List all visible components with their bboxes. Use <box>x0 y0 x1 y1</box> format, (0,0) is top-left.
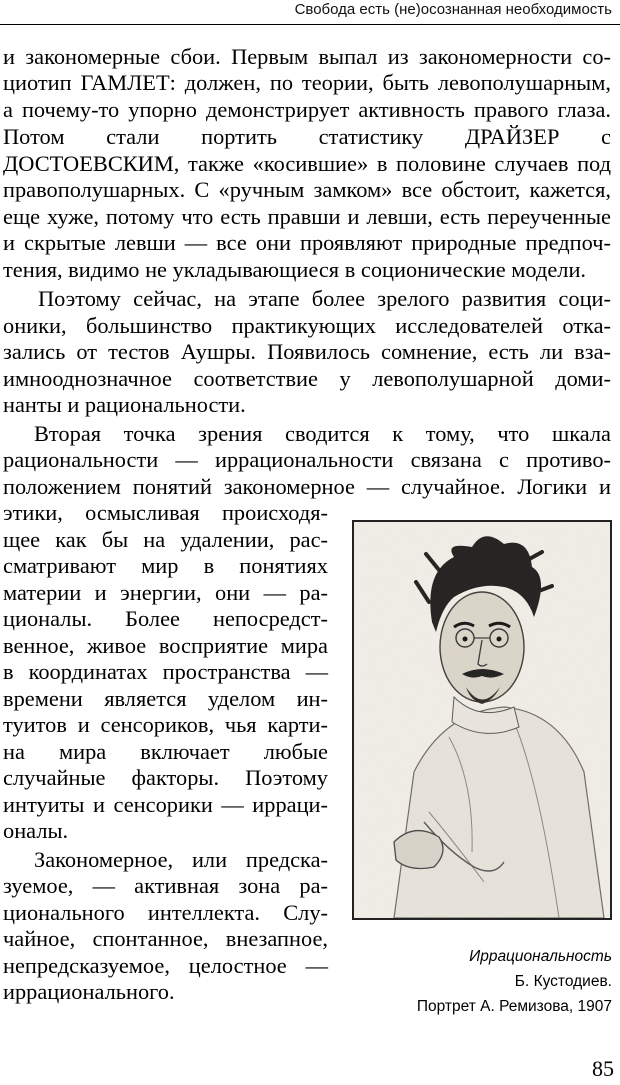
text-line: оники, большинство практикующих исследователей отка- <box>3 313 611 338</box>
text-line: а почему-то упорно демонстрирует активность правого глаза. <box>3 97 611 122</box>
text-line: в координатах пространства — <box>3 659 328 684</box>
page-number: 85 <box>592 1056 614 1081</box>
text-line: интуиты и сенсорики — ирраци- <box>3 792 328 817</box>
text-line: имнооднозначное соответствие у левополушарной доми- <box>3 366 611 391</box>
text-line: иррационального. <box>3 979 175 1004</box>
running-head: Свобода есть (не)осознанная необходимость <box>294 1 612 18</box>
text-line: ДОСТОЕВСКИМ, также «косившие» в половине случаев под <box>3 151 611 176</box>
figure-caption-author: Б. Кустодиев. <box>514 973 612 990</box>
text-line: венное, живое восприятие мира <box>3 633 328 658</box>
text-line: тения, видимо не укладывающиеся в соционические модели. <box>3 257 587 282</box>
text-line: туитов и сенсориков, чья карти- <box>3 712 328 737</box>
figure-caption-work: Портрет А. Ремизова, 1907 <box>416 998 612 1015</box>
text-line: этики, осмысливая происходя- <box>3 500 328 525</box>
text-line: материи и энергии, они — ра- <box>3 580 328 605</box>
text-line: зались от тестов Аушры. Появилось сомнение, есть ли вза- <box>3 339 611 364</box>
text-line: чайное, спонтанное, внезапное, <box>3 926 328 951</box>
text-line: на мира включает любые <box>3 739 328 764</box>
header-rule <box>0 24 620 25</box>
text-line: и скрытые левши — все они проявляют природные предпоч- <box>3 230 611 255</box>
text-line: случайные факторы. Поэтому <box>3 765 328 790</box>
text-line: ционалы. Более непосредст- <box>3 606 328 631</box>
text-line: Вторая точка зрения сводится к тому, что шкала <box>34 421 611 446</box>
text-line: нанты и рациональности. <box>3 392 246 417</box>
text-line: Поэтому сейчас, на этапе более зрелого развития соци- <box>38 286 611 311</box>
text-line: оналы. <box>3 818 69 843</box>
text-line: еще хуже, потому что есть правши и левши, есть переученные <box>3 204 611 229</box>
text-line: положением понятий закономерное — случайное. Логики и <box>3 474 611 499</box>
text-line: непредсказуемое, целостное — <box>3 953 328 978</box>
text-line: правополушарных. С «ручным замком» все обстоит, кажется, <box>3 177 611 202</box>
text-line: сматривают мир в понятиях <box>3 553 328 578</box>
text-line: Закономерное, или предска- <box>34 847 328 872</box>
text-line: и закономерные сбои. Первым выпал из закономерности со- <box>3 44 611 69</box>
text-line: щее как бы на удалении, рас- <box>3 527 328 552</box>
text-line: рациональности — иррациональности связана с противо- <box>3 447 611 472</box>
portrait-sketch <box>354 522 610 918</box>
text-line: циотип ГАМЛЕТ: должен, по теории, быть левополушарным, <box>3 70 611 95</box>
figure-caption-title: Иррациональность <box>469 948 612 965</box>
text-line: времени является уделом ин- <box>3 686 328 711</box>
text-line: зуемое, — активная зона ра- <box>3 873 328 898</box>
text-line: Потом стали портить статистику ДРАЙЗЕР с <box>3 124 611 149</box>
portrait-illustration <box>352 520 612 920</box>
text-line: ционального интеллекта. Слу- <box>3 900 328 925</box>
